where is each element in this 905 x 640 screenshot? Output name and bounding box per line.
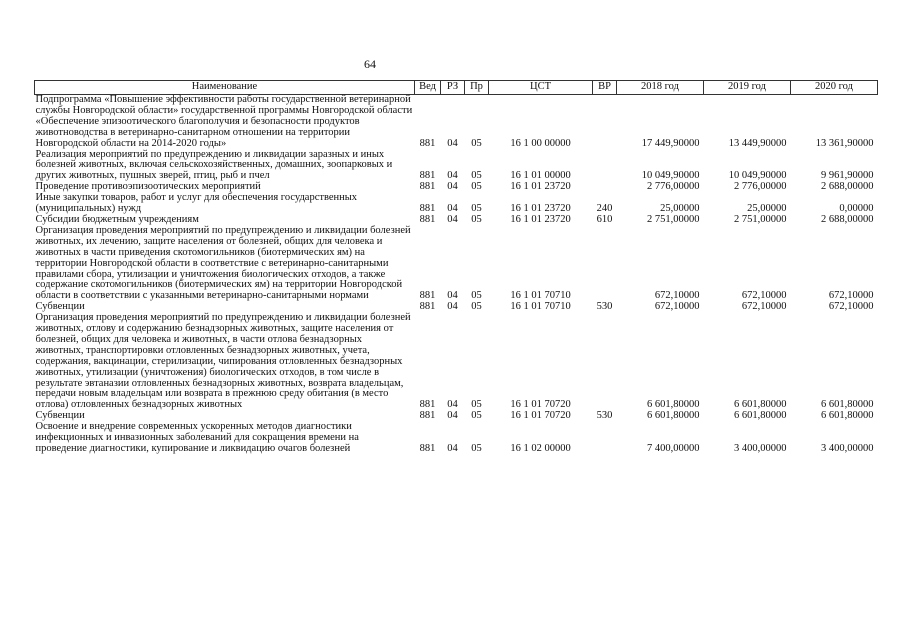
row-vr	[593, 182, 617, 193]
row-pr: 05	[471, 181, 482, 193]
row-ved: 881	[419, 170, 436, 182]
row-rz: 04	[447, 301, 458, 313]
header-2020: 2020 год	[791, 81, 878, 95]
row-2019: 6 601,80000	[734, 399, 787, 411]
row-name: Подпрограмма «Повышение эффективности работы государственной ветеринарной службы Новгородской области» государственной программы Новгородской области «Обеспечение эпизоотического благополучия и безопасности продуктов животноводства в ветеринарно-санитарном отношении на территории Новгородской области на 2014-2020 годы»	[35, 94, 413, 149]
row-2018: 2 751,00000	[647, 213, 700, 225]
row-2020: 13 361,90000	[815, 137, 874, 149]
row-name: Освоение и внедрение современных ускоренных методов диагностики инфекционных и инвазионных заболеваний для сокращения времени на проведение диагностики, купирование и ликвидацию очагов болезней	[35, 421, 359, 454]
row-cst: 16 1 01 23720	[510, 213, 571, 225]
row-2020: 672,10000	[828, 301, 874, 313]
row-2019: 6 601,80000	[734, 410, 787, 422]
row-ved: 881	[419, 410, 436, 422]
row-vr	[593, 150, 617, 183]
row-cst: 16 1 02 00000	[510, 443, 571, 454]
table-header-row	[35, 81, 878, 95]
header-vr: ВР	[593, 81, 617, 95]
header-rz: РЗ	[441, 81, 465, 95]
row-2018: 25,00000	[660, 203, 700, 215]
table-row	[35, 150, 878, 183]
row-cst: 16 1 01 23720	[510, 203, 571, 215]
table-row	[35, 95, 878, 150]
row-ved: 881	[419, 181, 436, 193]
row-2018: 672,10000	[654, 290, 700, 302]
row-ved: 881	[419, 137, 436, 149]
header-2019: 2019 год	[704, 81, 791, 95]
row-2019: 2 776,00000	[734, 181, 787, 193]
row-rz: 04	[447, 170, 458, 182]
row-name: Субвенции	[35, 301, 85, 313]
row-pr: 05	[471, 301, 482, 313]
row-cst: 16 1 01 70720	[510, 410, 571, 422]
row-ved: 881	[419, 203, 436, 215]
row-2020: 6 601,80000	[821, 410, 874, 422]
row-rz: 04	[447, 181, 458, 193]
page-number: 64	[364, 57, 376, 71]
row-2018: 7 400,00000	[647, 443, 700, 454]
row-2020: 2 688,00000	[821, 213, 874, 225]
header-pr: Пр	[465, 81, 489, 95]
row-cst: 16 1 01 23720	[510, 181, 571, 193]
row-rz: 04	[447, 203, 458, 215]
header-ved: Вед	[415, 81, 441, 95]
row-rz: 04	[447, 137, 458, 149]
row-2018: 6 601,80000	[647, 399, 700, 411]
row-rz: 04	[447, 290, 458, 302]
row-vr	[593, 313, 617, 411]
row-pr: 05	[471, 137, 482, 149]
row-2018: 6 601,80000	[647, 410, 700, 422]
row-2020: 0,00000	[839, 203, 874, 215]
row-pr: 05	[471, 410, 482, 422]
row-2020: 672,10000	[828, 290, 874, 302]
row-2020: 3 400,00000	[821, 443, 874, 454]
row-2019: 10 049,90000	[728, 170, 787, 182]
row-2018: 2 776,00000	[647, 181, 700, 193]
row-2018: 672,10000	[654, 301, 700, 313]
row-rz: 04	[447, 410, 458, 422]
row-vr: 240	[596, 203, 613, 215]
row-ved: 881	[419, 301, 436, 313]
table-row	[35, 193, 878, 215]
row-pr: 05	[471, 213, 482, 225]
row-2018: 10 049,90000	[641, 170, 700, 182]
row-vr: 610	[596, 213, 613, 225]
row-2020: 9 961,90000	[821, 170, 874, 182]
row-ved: 881	[419, 399, 436, 411]
budget-table	[34, 80, 878, 455]
row-name: Реализация мероприятий по предупреждению и ликвидации заразных и иных болезней животных, включая сельскохозяйственных, домашних, зоопарковых и других животных, пушных зверей, птиц, рыб и пчел	[35, 148, 393, 182]
row-name: Проведение противоэпизоотических мероприятий	[35, 181, 261, 193]
row-pr: 05	[471, 443, 482, 454]
row-2019: 2 751,00000	[734, 213, 787, 225]
row-2018: 17 449,90000	[641, 137, 700, 149]
header-name: Наименование	[35, 81, 415, 95]
row-pr: 05	[471, 290, 482, 302]
row-2019: 3 400,00000	[734, 443, 787, 454]
row-name: Организация проведения мероприятий по предупреждению и ликвидации болезней животных, отлову и содержанию безнадзорных животных, защите населения от болезней, общих для человека и животных, в части отлова безнадзорных животных, транспортировки отловленных безнадзорных животных, учета, содержания, вакцинации, стерилизации, чипирования отловленных безнадзорных животных, утилизации (уничтожения) биологических отходов, в том числе в результате эвтаназии отловленных безнадзорных животных, возврата владельцам, передачи новым владельцам или возврата в прежнюю среду обитания (в место отлова) отловленных безнадзорных животных	[35, 312, 411, 411]
row-vr: 530	[596, 301, 613, 313]
header-2018: 2018 год	[617, 81, 704, 95]
row-name: Иные закупки товаров, работ и услуг для обеспечения государственных (муниципальных) нужд	[35, 192, 358, 215]
row-2020: 6 601,80000	[821, 399, 874, 411]
row-ved: 881	[419, 290, 436, 302]
row-2019: 672,10000	[741, 290, 787, 302]
row-pr: 05	[471, 203, 482, 215]
row-rz: 04	[447, 399, 458, 411]
row-rz: 04	[447, 443, 458, 454]
row-ved: 881	[419, 443, 436, 454]
row-cst: 16 1 01 00000	[510, 170, 571, 182]
row-2019: 13 449,90000	[728, 137, 787, 149]
row-2020: 2 688,00000	[821, 181, 874, 193]
row-cst: 16 1 01 70710	[510, 301, 571, 313]
row-name: Субсидии бюджетным учреждениям	[35, 213, 199, 225]
row-vr	[593, 226, 617, 302]
header-cst: ЦСТ	[489, 81, 593, 95]
table-row	[35, 313, 878, 411]
row-name: Организация проведения мероприятий по предупреждению и ликвидации болезней животных, их лечению, защите населения от болезней, общих для человека и животных в части приведения скотомогильников (биотермических ям) на территории Новгородской области в соответствие с ветеринарно-санитарными правилами сбора, утилизации и уничтожения биологических отходов, а также содержание скотомогильников (биотермических ям) на территории Новгородской области в соответствии с указанными ветеринарно-санитарными нормами	[35, 224, 411, 302]
row-rz: 04	[447, 213, 458, 225]
row-pr: 05	[471, 170, 482, 182]
row-cst: 16 1 01 70710	[510, 290, 571, 302]
row-ved: 881	[419, 213, 436, 225]
row-name: Субвенции	[35, 410, 85, 422]
row-vr	[593, 422, 617, 455]
table-row	[35, 226, 878, 302]
row-2019: 672,10000	[741, 301, 787, 313]
row-cst: 16 1 00 00000	[510, 137, 571, 149]
table-row	[35, 422, 878, 455]
row-cst: 16 1 01 70720	[510, 399, 571, 411]
row-2019: 25,00000	[747, 203, 787, 215]
row-vr: 530	[596, 410, 613, 422]
row-pr: 05	[471, 399, 482, 411]
row-vr	[593, 95, 617, 150]
